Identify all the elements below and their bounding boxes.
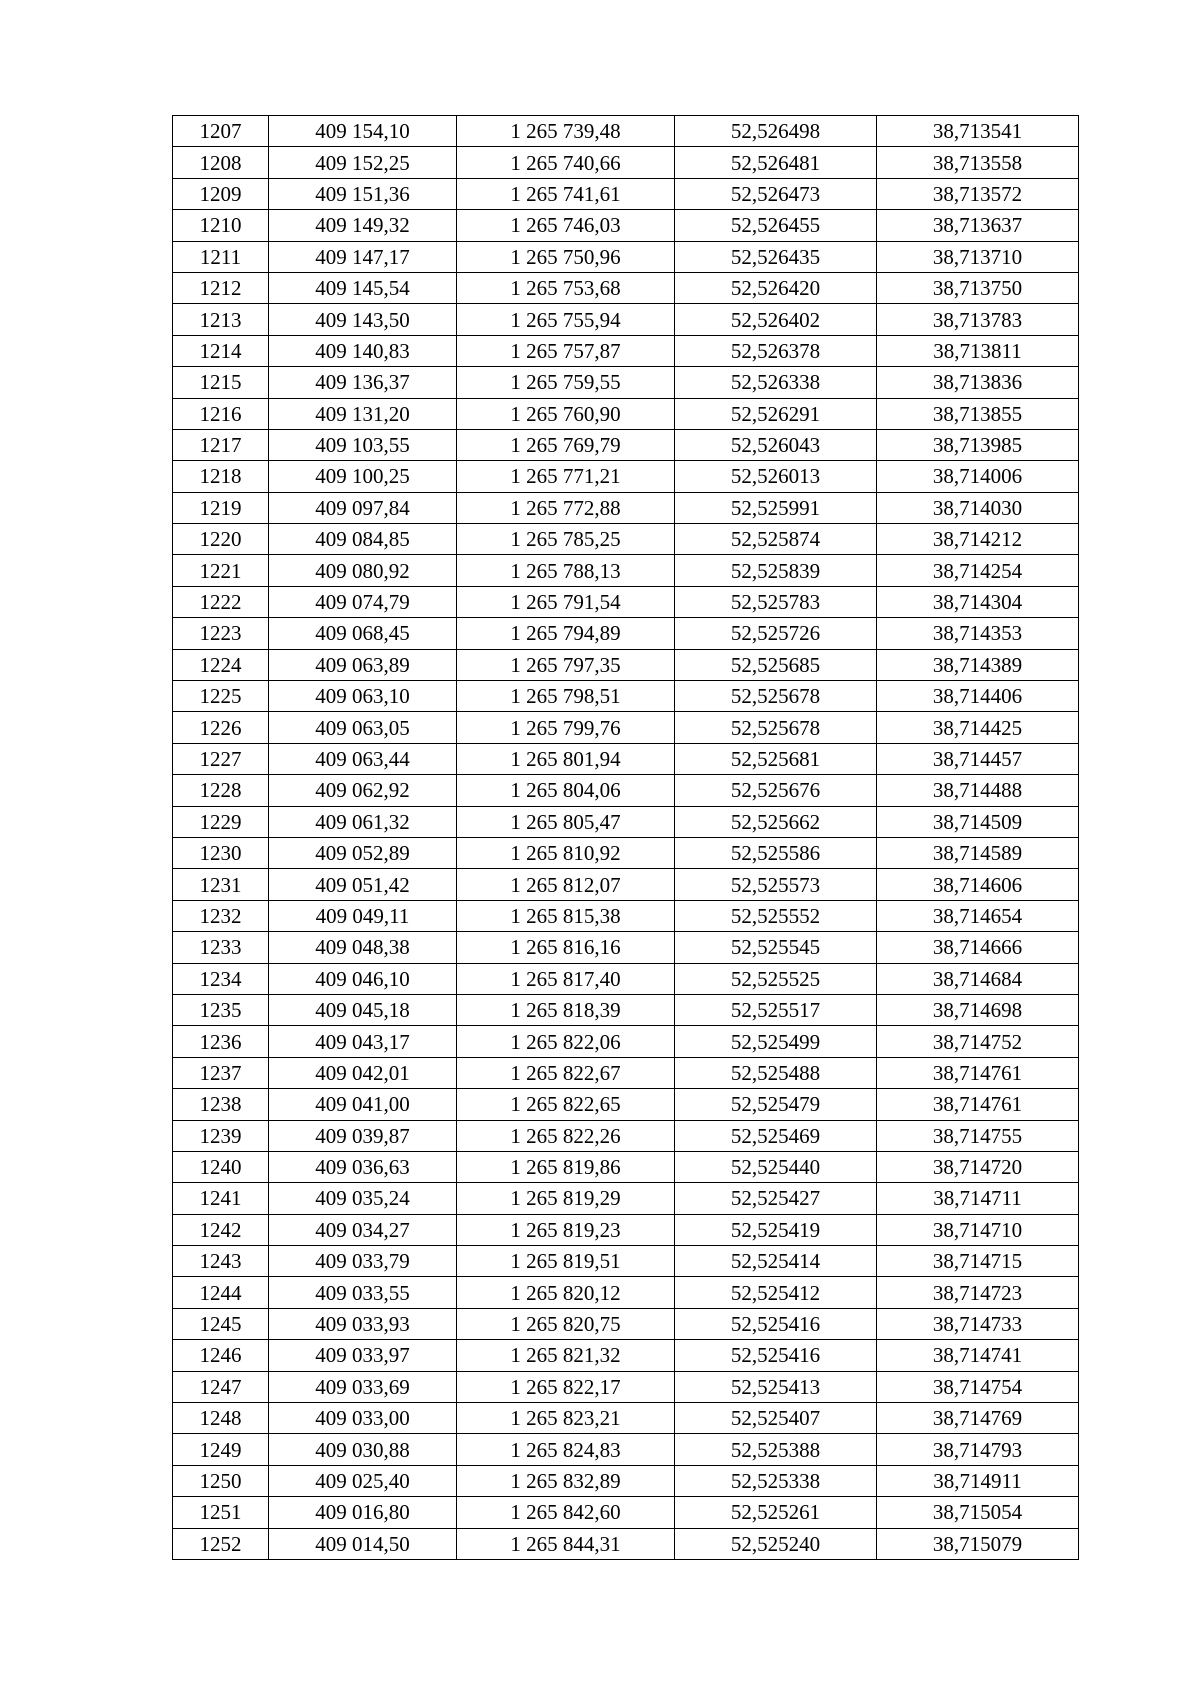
y-coordinate-cell: 1 265 757,87 <box>457 335 675 366</box>
x-coordinate-cell: 409 147,17 <box>269 241 457 272</box>
table-row <box>173 963 1079 994</box>
y-coordinate-cell: 1 265 801,94 <box>457 743 675 774</box>
y-coordinate-cell: 1 265 820,75 <box>457 1308 675 1339</box>
table-row <box>173 429 1079 460</box>
y-coordinate-cell: 1 265 822,67 <box>457 1057 675 1088</box>
longitude-cell: 38,714755 <box>877 1120 1079 1151</box>
longitude-cell: 38,714406 <box>877 681 1079 712</box>
y-coordinate-cell: 1 265 746,03 <box>457 210 675 241</box>
x-coordinate-cell: 409 043,17 <box>269 1026 457 1057</box>
latitude-cell: 52,526043 <box>675 429 877 460</box>
y-coordinate-cell: 1 265 810,92 <box>457 837 675 868</box>
x-coordinate-cell: 409 068,45 <box>269 618 457 649</box>
y-coordinate-cell: 1 265 798,51 <box>457 681 675 712</box>
table-row <box>173 649 1079 680</box>
x-coordinate-cell: 409 136,37 <box>269 367 457 398</box>
longitude-cell: 38,713558 <box>877 147 1079 178</box>
point-number-cell: 1216 <box>173 398 269 429</box>
table-row <box>173 1497 1079 1528</box>
longitude-cell: 38,714761 <box>877 1089 1079 1120</box>
longitude-cell: 38,714353 <box>877 618 1079 649</box>
table-row <box>173 555 1079 586</box>
longitude-cell: 38,714606 <box>877 869 1079 900</box>
table-row <box>173 272 1079 303</box>
table-row <box>173 1403 1079 1434</box>
point-number-cell: 1227 <box>173 743 269 774</box>
point-number-cell: 1219 <box>173 492 269 523</box>
point-number-cell: 1232 <box>173 900 269 931</box>
longitude-cell: 38,714733 <box>877 1308 1079 1339</box>
y-coordinate-cell: 1 265 753,68 <box>457 272 675 303</box>
point-number-cell: 1235 <box>173 994 269 1025</box>
table-row <box>173 178 1079 209</box>
table-row <box>173 869 1079 900</box>
point-number-cell: 1213 <box>173 304 269 335</box>
point-number-cell: 1252 <box>173 1528 269 1559</box>
table-row <box>173 367 1079 398</box>
point-number-cell: 1220 <box>173 524 269 555</box>
longitude-cell: 38,714698 <box>877 994 1079 1025</box>
longitude-cell: 38,714793 <box>877 1434 1079 1465</box>
point-number-cell: 1250 <box>173 1465 269 1496</box>
point-number-cell: 1238 <box>173 1089 269 1120</box>
y-coordinate-cell: 1 265 822,65 <box>457 1089 675 1120</box>
y-coordinate-cell: 1 265 788,13 <box>457 555 675 586</box>
latitude-cell: 52,525685 <box>675 649 877 680</box>
x-coordinate-cell: 409 034,27 <box>269 1214 457 1245</box>
x-coordinate-cell: 409 063,89 <box>269 649 457 680</box>
point-number-cell: 1211 <box>173 241 269 272</box>
point-number-cell: 1249 <box>173 1434 269 1465</box>
y-coordinate-cell: 1 265 815,38 <box>457 900 675 931</box>
y-coordinate-cell: 1 265 824,83 <box>457 1434 675 1465</box>
x-coordinate-cell: 409 063,44 <box>269 743 457 774</box>
y-coordinate-cell: 1 265 819,86 <box>457 1151 675 1182</box>
table-row <box>173 586 1079 617</box>
point-number-cell: 1251 <box>173 1497 269 1528</box>
x-coordinate-cell: 409 063,05 <box>269 712 457 743</box>
table-row <box>173 1434 1079 1465</box>
point-number-cell: 1246 <box>173 1340 269 1371</box>
y-coordinate-cell: 1 265 797,35 <box>457 649 675 680</box>
point-number-cell: 1247 <box>173 1371 269 1402</box>
latitude-cell: 52,525469 <box>675 1120 877 1151</box>
table-row <box>173 900 1079 931</box>
table-row <box>173 461 1079 492</box>
point-number-cell: 1226 <box>173 712 269 743</box>
latitude-cell: 52,525416 <box>675 1308 877 1339</box>
latitude-cell: 52,525726 <box>675 618 877 649</box>
y-coordinate-cell: 1 265 750,96 <box>457 241 675 272</box>
longitude-cell: 38,714720 <box>877 1151 1079 1182</box>
longitude-cell: 38,713637 <box>877 210 1079 241</box>
latitude-cell: 52,525552 <box>675 900 877 931</box>
table-row <box>173 1120 1079 1151</box>
longitude-cell: 38,714754 <box>877 1371 1079 1402</box>
longitude-cell: 38,714389 <box>877 649 1079 680</box>
table-row <box>173 994 1079 1025</box>
longitude-cell: 38,714666 <box>877 932 1079 963</box>
table-row <box>173 1214 1079 1245</box>
table-row <box>173 492 1079 523</box>
y-coordinate-cell: 1 265 819,29 <box>457 1183 675 1214</box>
x-coordinate-cell: 409 033,97 <box>269 1340 457 1371</box>
x-coordinate-cell: 409 149,32 <box>269 210 457 241</box>
point-number-cell: 1217 <box>173 429 269 460</box>
longitude-cell: 38,714006 <box>877 461 1079 492</box>
latitude-cell: 52,525261 <box>675 1497 877 1528</box>
x-coordinate-cell: 409 063,10 <box>269 681 457 712</box>
x-coordinate-cell: 409 035,24 <box>269 1183 457 1214</box>
table-row <box>173 210 1079 241</box>
point-number-cell: 1241 <box>173 1183 269 1214</box>
x-coordinate-cell: 409 151,36 <box>269 178 457 209</box>
point-number-cell: 1228 <box>173 775 269 806</box>
table-row <box>173 147 1079 178</box>
y-coordinate-cell: 1 265 823,21 <box>457 1403 675 1434</box>
point-number-cell: 1240 <box>173 1151 269 1182</box>
point-number-cell: 1248 <box>173 1403 269 1434</box>
table-row <box>173 1340 1079 1371</box>
x-coordinate-cell: 409 097,84 <box>269 492 457 523</box>
table-row <box>173 241 1079 272</box>
coordinates-table-body <box>173 116 1079 1560</box>
table-row <box>173 1528 1079 1559</box>
longitude-cell: 38,713811 <box>877 335 1079 366</box>
table-row <box>173 1371 1079 1402</box>
point-number-cell: 1214 <box>173 335 269 366</box>
x-coordinate-cell: 409 036,63 <box>269 1151 457 1182</box>
longitude-cell: 38,714304 <box>877 586 1079 617</box>
longitude-cell: 38,714509 <box>877 806 1079 837</box>
y-coordinate-cell: 1 265 816,16 <box>457 932 675 963</box>
x-coordinate-cell: 409 033,69 <box>269 1371 457 1402</box>
longitude-cell: 38,713855 <box>877 398 1079 429</box>
point-number-cell: 1242 <box>173 1214 269 1245</box>
longitude-cell: 38,714457 <box>877 743 1079 774</box>
point-number-cell: 1233 <box>173 932 269 963</box>
x-coordinate-cell: 409 041,00 <box>269 1089 457 1120</box>
longitude-cell: 38,714425 <box>877 712 1079 743</box>
latitude-cell: 52,525338 <box>675 1465 877 1496</box>
x-coordinate-cell: 409 145,54 <box>269 272 457 303</box>
latitude-cell: 52,526291 <box>675 398 877 429</box>
longitude-cell: 38,713572 <box>877 178 1079 209</box>
x-coordinate-cell: 409 030,88 <box>269 1434 457 1465</box>
table-row <box>173 681 1079 712</box>
table-row <box>173 837 1079 868</box>
longitude-cell: 38,713750 <box>877 272 1079 303</box>
y-coordinate-cell: 1 265 821,32 <box>457 1340 675 1371</box>
y-coordinate-cell: 1 265 739,48 <box>457 116 675 147</box>
y-coordinate-cell: 1 265 819,23 <box>457 1214 675 1245</box>
point-number-cell: 1223 <box>173 618 269 649</box>
latitude-cell: 52,525414 <box>675 1246 877 1277</box>
y-coordinate-cell: 1 265 759,55 <box>457 367 675 398</box>
y-coordinate-cell: 1 265 818,39 <box>457 994 675 1025</box>
x-coordinate-cell: 409 143,50 <box>269 304 457 335</box>
longitude-cell: 38,714752 <box>877 1026 1079 1057</box>
y-coordinate-cell: 1 265 755,94 <box>457 304 675 335</box>
x-coordinate-cell: 409 033,93 <box>269 1308 457 1339</box>
y-coordinate-cell: 1 265 805,47 <box>457 806 675 837</box>
x-coordinate-cell: 409 046,10 <box>269 963 457 994</box>
point-number-cell: 1224 <box>173 649 269 680</box>
point-number-cell: 1243 <box>173 1246 269 1277</box>
longitude-cell: 38,714723 <box>877 1277 1079 1308</box>
latitude-cell: 52,525874 <box>675 524 877 555</box>
x-coordinate-cell: 409 131,20 <box>269 398 457 429</box>
y-coordinate-cell: 1 265 822,17 <box>457 1371 675 1402</box>
table-row <box>173 1026 1079 1057</box>
point-number-cell: 1239 <box>173 1120 269 1151</box>
x-coordinate-cell: 409 074,79 <box>269 586 457 617</box>
point-number-cell: 1244 <box>173 1277 269 1308</box>
longitude-cell: 38,714254 <box>877 555 1079 586</box>
y-coordinate-cell: 1 265 799,76 <box>457 712 675 743</box>
x-coordinate-cell: 409 051,42 <box>269 869 457 900</box>
table-row <box>173 806 1079 837</box>
x-coordinate-cell: 409 061,32 <box>269 806 457 837</box>
latitude-cell: 52,525545 <box>675 932 877 963</box>
y-coordinate-cell: 1 265 741,61 <box>457 178 675 209</box>
longitude-cell: 38,714654 <box>877 900 1079 931</box>
table-row <box>173 712 1079 743</box>
y-coordinate-cell: 1 265 817,40 <box>457 963 675 994</box>
y-coordinate-cell: 1 265 791,54 <box>457 586 675 617</box>
table-row <box>173 116 1079 147</box>
latitude-cell: 52,525427 <box>675 1183 877 1214</box>
latitude-cell: 52,526338 <box>675 367 877 398</box>
y-coordinate-cell: 1 265 832,89 <box>457 1465 675 1496</box>
longitude-cell: 38,714715 <box>877 1246 1079 1277</box>
latitude-cell: 52,525525 <box>675 963 877 994</box>
x-coordinate-cell: 409 033,00 <box>269 1403 457 1434</box>
point-number-cell: 1221 <box>173 555 269 586</box>
x-coordinate-cell: 409 048,38 <box>269 932 457 963</box>
longitude-cell: 38,714212 <box>877 524 1079 555</box>
latitude-cell: 52,526013 <box>675 461 877 492</box>
latitude-cell: 52,525479 <box>675 1089 877 1120</box>
table-row <box>173 743 1079 774</box>
table-row <box>173 1057 1079 1088</box>
point-number-cell: 1208 <box>173 147 269 178</box>
latitude-cell: 52,526481 <box>675 147 877 178</box>
longitude-cell: 38,715079 <box>877 1528 1079 1559</box>
x-coordinate-cell: 409 140,83 <box>269 335 457 366</box>
latitude-cell: 52,525662 <box>675 806 877 837</box>
y-coordinate-cell: 1 265 820,12 <box>457 1277 675 1308</box>
longitude-cell: 38,714030 <box>877 492 1079 523</box>
x-coordinate-cell: 409 014,50 <box>269 1528 457 1559</box>
latitude-cell: 52,525517 <box>675 994 877 1025</box>
point-number-cell: 1229 <box>173 806 269 837</box>
table-row <box>173 1246 1079 1277</box>
point-number-cell: 1210 <box>173 210 269 241</box>
latitude-cell: 52,525240 <box>675 1528 877 1559</box>
latitude-cell: 52,525499 <box>675 1026 877 1057</box>
latitude-cell: 52,526378 <box>675 335 877 366</box>
point-number-cell: 1237 <box>173 1057 269 1088</box>
longitude-cell: 38,713710 <box>877 241 1079 272</box>
y-coordinate-cell: 1 265 819,51 <box>457 1246 675 1277</box>
latitude-cell: 52,525413 <box>675 1371 877 1402</box>
y-coordinate-cell: 1 265 842,60 <box>457 1497 675 1528</box>
point-number-cell: 1245 <box>173 1308 269 1339</box>
longitude-cell: 38,714711 <box>877 1183 1079 1214</box>
x-coordinate-cell: 409 152,25 <box>269 147 457 178</box>
latitude-cell: 52,525388 <box>675 1434 877 1465</box>
longitude-cell: 38,714741 <box>877 1340 1079 1371</box>
table-row <box>173 1151 1079 1182</box>
y-coordinate-cell: 1 265 760,90 <box>457 398 675 429</box>
point-number-cell: 1230 <box>173 837 269 868</box>
latitude-cell: 52,525416 <box>675 1340 877 1371</box>
longitude-cell: 38,713836 <box>877 367 1079 398</box>
point-number-cell: 1218 <box>173 461 269 492</box>
longitude-cell: 38,713783 <box>877 304 1079 335</box>
longitude-cell: 38,714684 <box>877 963 1079 994</box>
longitude-cell: 38,715054 <box>877 1497 1079 1528</box>
latitude-cell: 52,526455 <box>675 210 877 241</box>
x-coordinate-cell: 409 025,40 <box>269 1465 457 1496</box>
table-row <box>173 304 1079 335</box>
point-number-cell: 1236 <box>173 1026 269 1057</box>
x-coordinate-cell: 409 045,18 <box>269 994 457 1025</box>
latitude-cell: 52,526473 <box>675 178 877 209</box>
y-coordinate-cell: 1 265 740,66 <box>457 147 675 178</box>
latitude-cell: 52,525586 <box>675 837 877 868</box>
table-row <box>173 1183 1079 1214</box>
point-number-cell: 1209 <box>173 178 269 209</box>
point-number-cell: 1212 <box>173 272 269 303</box>
latitude-cell: 52,525488 <box>675 1057 877 1088</box>
point-number-cell: 1222 <box>173 586 269 617</box>
point-number-cell: 1215 <box>173 367 269 398</box>
y-coordinate-cell: 1 265 804,06 <box>457 775 675 806</box>
table-row <box>173 1277 1079 1308</box>
point-number-cell: 1231 <box>173 869 269 900</box>
longitude-cell: 38,714911 <box>877 1465 1079 1496</box>
longitude-cell: 38,714589 <box>877 837 1079 868</box>
x-coordinate-cell: 409 033,55 <box>269 1277 457 1308</box>
longitude-cell: 38,714761 <box>877 1057 1079 1088</box>
latitude-cell: 52,525783 <box>675 586 877 617</box>
latitude-cell: 52,525676 <box>675 775 877 806</box>
longitude-cell: 38,714488 <box>877 775 1079 806</box>
table-row <box>173 1465 1079 1496</box>
latitude-cell: 52,525839 <box>675 555 877 586</box>
table-row <box>173 932 1079 963</box>
x-coordinate-cell: 409 100,25 <box>269 461 457 492</box>
point-number-cell: 1225 <box>173 681 269 712</box>
latitude-cell: 52,525412 <box>675 1277 877 1308</box>
longitude-cell: 38,713541 <box>877 116 1079 147</box>
longitude-cell: 38,714710 <box>877 1214 1079 1245</box>
x-coordinate-cell: 409 033,79 <box>269 1246 457 1277</box>
x-coordinate-cell: 409 103,55 <box>269 429 457 460</box>
table-row <box>173 398 1079 429</box>
latitude-cell: 52,525440 <box>675 1151 877 1182</box>
point-number-cell: 1207 <box>173 116 269 147</box>
table-row <box>173 524 1079 555</box>
y-coordinate-cell: 1 265 844,31 <box>457 1528 675 1559</box>
table-row <box>173 618 1079 649</box>
latitude-cell: 52,525678 <box>675 681 877 712</box>
latitude-cell: 52,525419 <box>675 1214 877 1245</box>
latitude-cell: 52,526498 <box>675 116 877 147</box>
x-coordinate-cell: 409 016,80 <box>269 1497 457 1528</box>
point-number-cell: 1234 <box>173 963 269 994</box>
x-coordinate-cell: 409 084,85 <box>269 524 457 555</box>
table-row <box>173 1089 1079 1120</box>
longitude-cell: 38,713985 <box>877 429 1079 460</box>
latitude-cell: 52,526402 <box>675 304 877 335</box>
table-row <box>173 775 1079 806</box>
table-row <box>173 1308 1079 1339</box>
y-coordinate-cell: 1 265 769,79 <box>457 429 675 460</box>
latitude-cell: 52,525991 <box>675 492 877 523</box>
latitude-cell: 52,526420 <box>675 272 877 303</box>
y-coordinate-cell: 1 265 822,26 <box>457 1120 675 1151</box>
table-row <box>173 335 1079 366</box>
latitude-cell: 52,525678 <box>675 712 877 743</box>
x-coordinate-cell: 409 062,92 <box>269 775 457 806</box>
latitude-cell: 52,526435 <box>675 241 877 272</box>
y-coordinate-cell: 1 265 771,21 <box>457 461 675 492</box>
y-coordinate-cell: 1 265 822,06 <box>457 1026 675 1057</box>
coordinates-table <box>172 115 1079 1560</box>
x-coordinate-cell: 409 042,01 <box>269 1057 457 1088</box>
x-coordinate-cell: 409 080,92 <box>269 555 457 586</box>
latitude-cell: 52,525573 <box>675 869 877 900</box>
latitude-cell: 52,525681 <box>675 743 877 774</box>
longitude-cell: 38,714769 <box>877 1403 1079 1434</box>
y-coordinate-cell: 1 265 772,88 <box>457 492 675 523</box>
x-coordinate-cell: 409 039,87 <box>269 1120 457 1151</box>
y-coordinate-cell: 1 265 794,89 <box>457 618 675 649</box>
latitude-cell: 52,525407 <box>675 1403 877 1434</box>
y-coordinate-cell: 1 265 812,07 <box>457 869 675 900</box>
x-coordinate-cell: 409 052,89 <box>269 837 457 868</box>
x-coordinate-cell: 409 154,10 <box>269 116 457 147</box>
x-coordinate-cell: 409 049,11 <box>269 900 457 931</box>
y-coordinate-cell: 1 265 785,25 <box>457 524 675 555</box>
